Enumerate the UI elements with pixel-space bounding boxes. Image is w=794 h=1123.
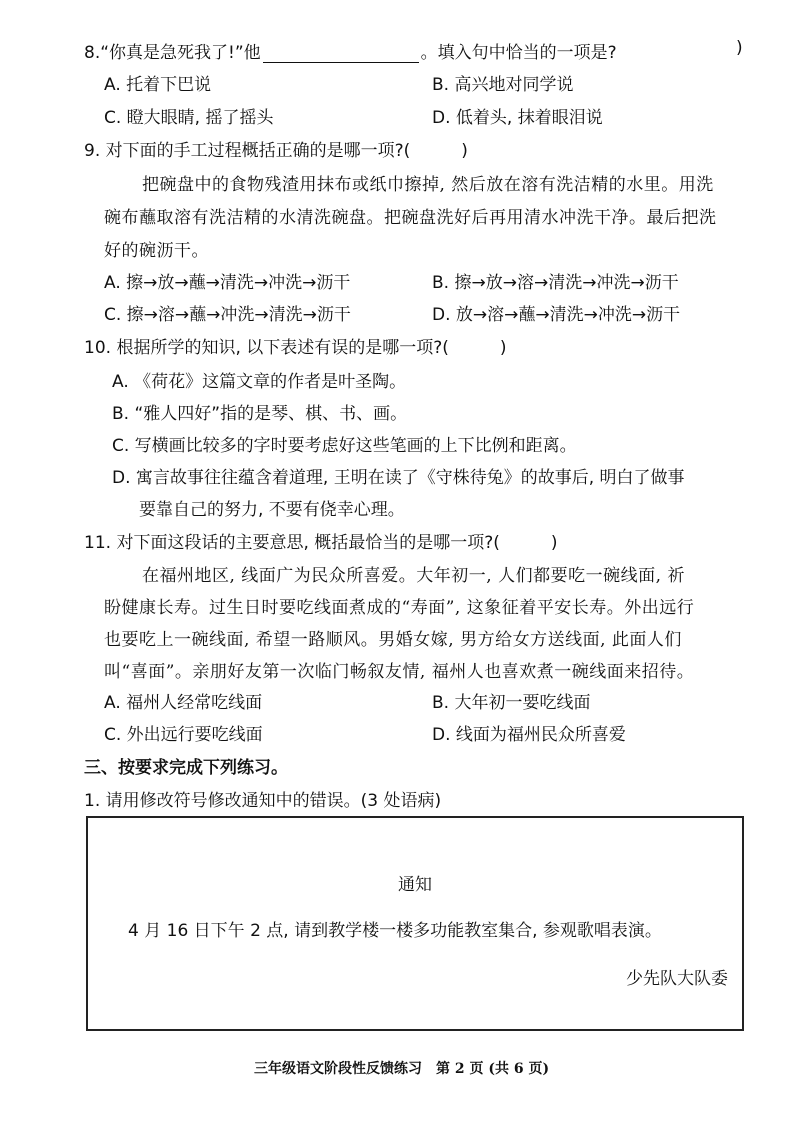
q11-option-d[interactable]: D. 线面为福州民众所喜爱 [432,725,626,745]
page-footer: 三年级语文阶段性反馈练习 第 2 页 (共 6 页) [254,1061,550,1077]
q8-blank[interactable] [263,46,419,63]
q9-passage-line-1: 把碗盘中的食物残渣用抹布或纸巾擦掉, 然后放在溶有洗洁精的水里。用洗 [142,175,714,195]
section-3-q1: 1. 请用修改符号修改通知中的错误。(3 处语病) [84,791,442,811]
section-3-title: 三、按要求完成下列练习。 [84,758,288,778]
q9-option-c[interactable]: C. 擦→溶→蘸→冲洗→清洗→沥干 [104,305,351,325]
q8-paren: ) [736,38,743,58]
q11-option-c[interactable]: C. 外出远行要吃线面 [104,725,263,745]
q9-option-d[interactable]: D. 放→溶→蘸→清洗→冲洗→沥干 [432,305,681,325]
q10-option-b[interactable]: B. “雅人四好”指的是琴、棋、书、画。 [112,404,408,424]
q9-passage-line-3: 好的碗沥干。 [104,241,209,261]
q9-option-a[interactable]: A. 擦→放→蘸→清洗→冲洗→沥干 [104,273,351,293]
q8-option-c[interactable]: C. 瞪大眼睛, 摇了摇头 [104,108,274,128]
q10-stem: 10. 根据所学的知识, 以下表述有误的是哪一项?( ) [84,338,507,358]
q8-option-b[interactable]: B. 高兴地对同学说 [432,75,574,95]
notice-signature: 少先队大队委 [626,969,728,989]
q10-option-d[interactable]: D. 寓言故事往往蕴含着道理, 王明在读了《守株待兔》的故事后, 明白了做事 [112,468,685,488]
q10-option-a[interactable]: A. 《荷花》这篇文章的作者是叶圣陶。 [112,372,407,392]
q11-option-a[interactable]: A. 福州人经常吃线面 [104,693,263,713]
q11-passage-line-2: 盼健康长寿。过生日时要吃线面煮成的“寿面”, 这象征着平安长寿。外出远行 [104,598,695,618]
q9-passage-line-2: 碗布蘸取溶有洗洁精的水清洗碗盘。把碗盘洗好后再用清水冲洗干净。最后把洗 [104,208,717,228]
q11-passage-line-4: 叫“喜面”。亲朋好友第一次临门畅叙友情, 福州人也喜欢煮一碗线面来招待。 [104,662,695,682]
q9-option-b[interactable]: B. 擦→放→溶→清洗→冲洗→沥干 [432,273,679,293]
notice-box [86,816,744,1031]
q8-stem [84,38,617,63]
q11-stem: 11. 对下面这段话的主要意思, 概括最恰当的是哪一项?( ) [84,533,558,553]
q10-option-c[interactable]: C. 写横画比较多的字时要考虑好这些笔画的上下比例和距离。 [112,436,577,456]
q8-option-a[interactable]: A. 托着下巴说 [104,75,212,95]
q11-option-b[interactable]: B. 大年初一要吃线面 [432,693,591,713]
q9-stem: 9. 对下面的手工过程概括正确的是哪一项?( ) [84,141,468,161]
q8-option-d[interactable]: D. 低着头, 抹着眼泪说 [432,108,603,128]
q8-stem-post: 。填入句中恰当的一项是? [420,43,617,63]
q10-option-d-cont: 要靠自己的努力, 不要有侥幸心理。 [139,500,405,520]
q8-stem-pre: 8.“你真是急死我了!”他 [84,43,261,63]
notice-title: 通知 [398,875,432,895]
notice-body: 4 月 16 日下午 2 点, 请到教学楼一楼多功能教室集合, 参观歌唱表演。 [128,921,662,941]
q11-passage-line-1: 在福州地区, 线面广为民众所喜爱。大年初一, 人们都要吃一碗线面, 祈 [142,566,685,586]
q11-passage-line-3: 也要吃上一碗线面, 希望一路顺风。男婚女嫁, 男方给女方送线面, 此面人们 [104,630,682,650]
